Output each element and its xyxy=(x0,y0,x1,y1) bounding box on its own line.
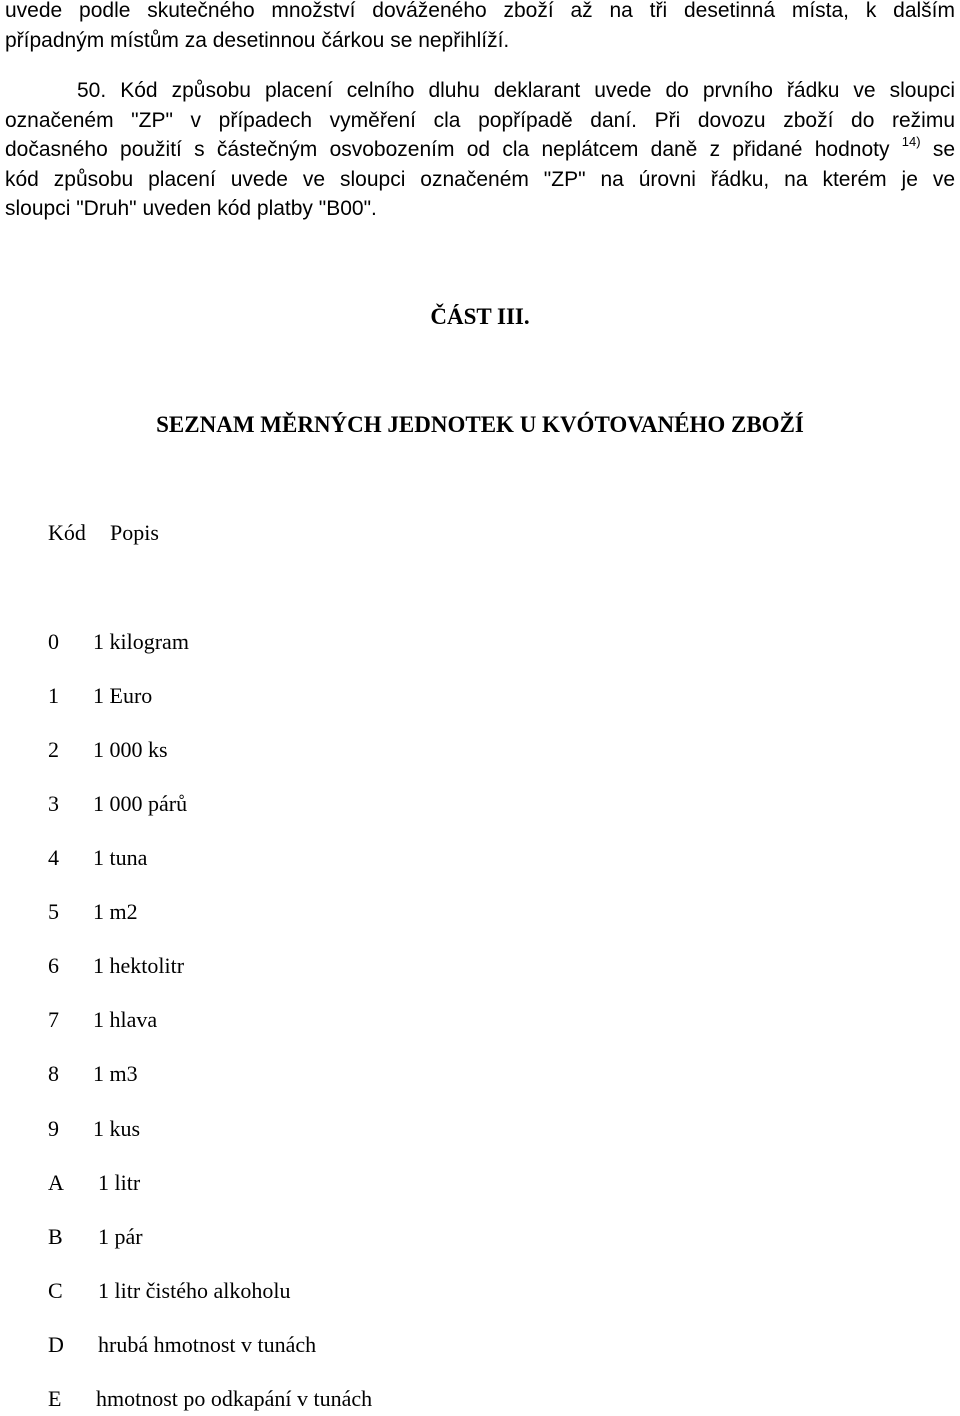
unit-description: 1 litr xyxy=(98,1170,141,1195)
unit-description: 1 000 párů xyxy=(93,791,188,816)
table-row xyxy=(48,1224,143,1250)
paragraph-line xyxy=(5,135,955,165)
unit-description: 1 Euro xyxy=(93,683,153,708)
paragraph-continuation xyxy=(5,0,955,55)
table-row xyxy=(48,953,185,979)
unit-description: 1 hektolitr xyxy=(93,953,185,978)
table-row xyxy=(48,737,168,763)
part-heading: ČÁST III. xyxy=(430,304,530,329)
unit-description: 1 litr čistého alkoholu xyxy=(98,1278,291,1303)
unit-description: 1 pár xyxy=(98,1224,143,1249)
table-row xyxy=(48,791,188,817)
paragraph-50 xyxy=(5,76,955,224)
unit-description: 1 000 ks xyxy=(93,737,168,762)
table-row xyxy=(48,1007,158,1033)
table-row xyxy=(48,1170,141,1196)
unit-code: E xyxy=(48,1386,62,1411)
paragraph-text: dočasného použití s částečným osvobozením od cla neplátcem daně z přidané hodnoty xyxy=(5,138,890,161)
column-header-description: Popis xyxy=(110,520,159,545)
footnote-reference[interactable]: 14) xyxy=(901,134,921,149)
paragraph-text: se xyxy=(932,138,956,161)
paragraph-line: kód způsobu placení uvede ve sloupci označeném "ZP" na úrovni řádku, na kterém je ve xyxy=(5,167,955,191)
table-row xyxy=(48,1386,373,1412)
unit-description: 1 tuna xyxy=(93,845,148,870)
table-row xyxy=(48,683,153,709)
paragraph-line: sloupci "Druh" uveden kód platby "B00". xyxy=(5,197,377,220)
unit-code: 7 xyxy=(48,1007,59,1032)
unit-description: 1 m2 xyxy=(93,899,138,924)
unit-description: 1 kus xyxy=(93,1116,141,1141)
unit-code: 2 xyxy=(48,737,59,762)
paragraph-line: označeném "ZP" v případech vyměření cla popřípadě daní. Při dovozu zboží do režimu xyxy=(5,108,955,132)
table-row xyxy=(48,899,138,925)
paragraph-line: případným místům za desetinnou čárkou se nepřihlíží. xyxy=(5,28,510,52)
unit-code: C xyxy=(48,1278,63,1303)
unit-code: 0 xyxy=(48,629,59,654)
unit-code: 5 xyxy=(48,899,59,924)
unit-code: 6 xyxy=(48,953,59,978)
table-row xyxy=(48,629,189,655)
paragraph-text: 50. Kód způsobu placení celního dluhu deklarant uvede do prvního řádku ve sloupci xyxy=(77,79,955,102)
paragraph-line: uvede podle skutečného množství dováženého zboží až na tři desetinná místa, k dalším xyxy=(5,0,955,22)
unit-code: D xyxy=(48,1332,64,1357)
unit-description: 1 kilogram xyxy=(93,629,189,654)
paragraph-line xyxy=(5,76,955,106)
unit-code: 9 xyxy=(48,1116,59,1141)
unit-code: 8 xyxy=(48,1061,59,1086)
unit-description: hmotnost po odkapání v tunách xyxy=(96,1386,373,1411)
unit-code: B xyxy=(48,1224,63,1249)
table-header xyxy=(48,520,159,546)
unit-description: 1 m3 xyxy=(93,1061,138,1086)
unit-description: 1 hlava xyxy=(93,1007,158,1032)
column-header-code: Kód xyxy=(48,520,86,545)
section-title: SEZNAM MĚRNÝCH JEDNOTEK U KVÓTOVANÉHO ZBOŽÍ xyxy=(156,412,804,437)
unit-code: A xyxy=(48,1170,64,1195)
table-row xyxy=(48,1278,291,1304)
table-row xyxy=(48,1332,317,1358)
table-row xyxy=(48,1116,141,1142)
table-row xyxy=(48,1061,138,1087)
unit-code: 3 xyxy=(48,791,59,816)
unit-description: hrubá hmotnost v tunách xyxy=(98,1332,317,1357)
unit-code: 4 xyxy=(48,845,59,870)
table-row xyxy=(48,845,148,871)
unit-code: 1 xyxy=(48,683,59,708)
